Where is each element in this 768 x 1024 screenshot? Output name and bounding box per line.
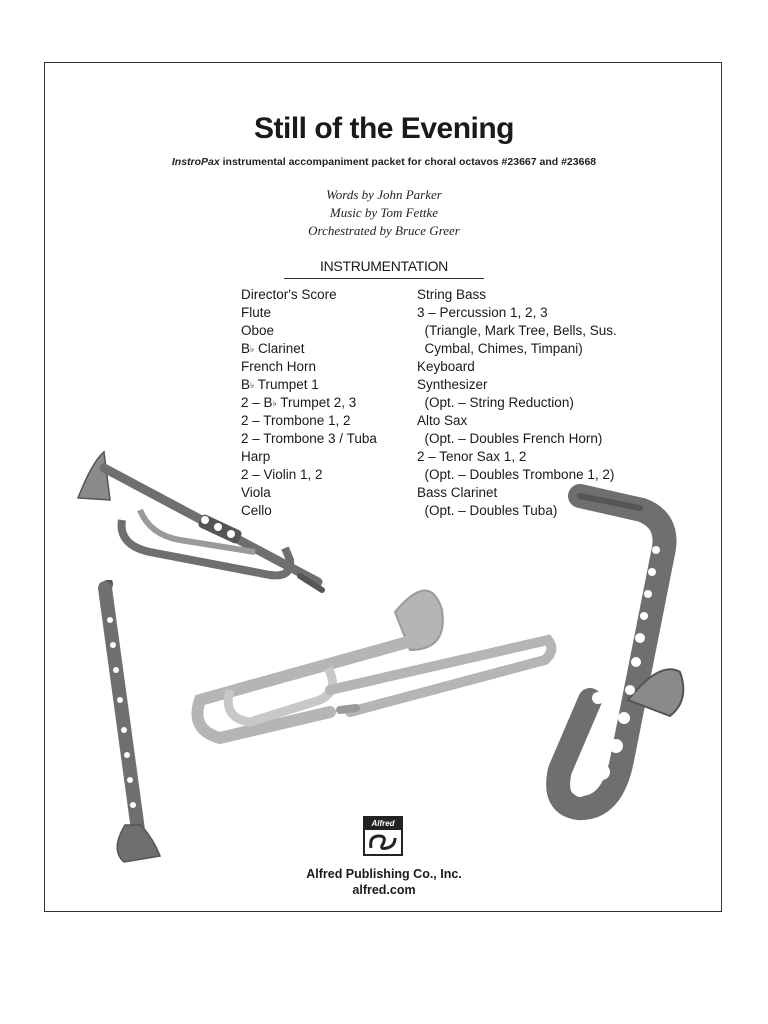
entry-suffix: Trumpet 1 (254, 377, 319, 392)
instrument-entry: String Bass (417, 287, 487, 302)
flat-sign: ♭ (250, 380, 255, 390)
instrument-entry: Director's Score (241, 287, 337, 302)
entry-suffix: Trumpet 2, 3 (276, 395, 357, 410)
instrument-entry: 3 – Percussion 1, 2, 3 (417, 305, 548, 320)
credit-words: Words by John Parker (326, 187, 442, 202)
instrument-entry: 2 – Trombone 1, 2 (241, 413, 351, 428)
publisher-website: alfred.com (352, 883, 416, 897)
entry-prefix: B (241, 341, 251, 356)
entry-prefix: 2 – B (241, 395, 273, 410)
instrument-entry: Viola (241, 485, 271, 500)
instrument-entry: Cello (241, 503, 272, 518)
instrument-entry: Flute (241, 305, 272, 320)
flat-sign: ♭ (272, 398, 277, 408)
instrument-entry: (Triangle, Mark Tree, Bells, Sus. (417, 323, 617, 338)
saxophone-illustration (558, 496, 683, 808)
subtitle-brand: InstroPax (171, 156, 220, 168)
instrumentation-heading: INSTRUMENTATION (320, 258, 448, 274)
entry-prefix: B (241, 377, 251, 392)
instrument-entry: (Opt. – Doubles Tuba) (417, 503, 558, 518)
flat-sign: ♭ (250, 344, 255, 354)
instrument-entry: French Horn (241, 359, 317, 374)
logo-mark (365, 830, 401, 854)
entry-suffix: Clarinet (254, 341, 305, 356)
instrument-entry: (Opt. – Doubles French Horn) (417, 431, 603, 446)
instrument-entry: 2 – Tenor Sax 1, 2 (417, 449, 527, 464)
instrument-entry: Oboe (241, 323, 275, 338)
logo-text: Alfred (365, 818, 401, 830)
instrument-entry: 2 – Violin 1, 2 (241, 467, 323, 482)
instrument-entry: Synthesizer (417, 377, 488, 392)
instrument-entry: 2 – Trombone 3 / Tuba (241, 431, 377, 446)
instrument-entry: Bass Clarinet (417, 485, 498, 500)
trumpet-illustration (78, 452, 322, 590)
instrument-entry: Cymbal, Chimes, Timpani) (417, 341, 583, 356)
publisher-name: Alfred Publishing Co., Inc. (306, 867, 462, 881)
clarinet-illustration (103, 580, 160, 862)
publisher-block (0, 866, 768, 898)
alfred-logo (363, 816, 403, 856)
instrument-entry: Alto Sax (417, 413, 468, 428)
instrument-entry: Keyboard (417, 359, 475, 374)
subtitle-text: instrumental accompaniment packet for choral octavos #23667 and #23668 (219, 156, 597, 168)
trombone-illustration (198, 590, 552, 738)
credit-music: Music by Tom Fettke (329, 205, 439, 220)
credit-orchestration: Orchestrated by Bruce Greer (308, 223, 460, 238)
page-title: Still of the Evening (253, 112, 514, 145)
instrument-entry: (Opt. – Doubles Trombone 1, 2) (417, 467, 615, 482)
instrument-entry: Harp (241, 449, 271, 464)
instrument-entry: (Opt. – String Reduction) (417, 395, 574, 410)
